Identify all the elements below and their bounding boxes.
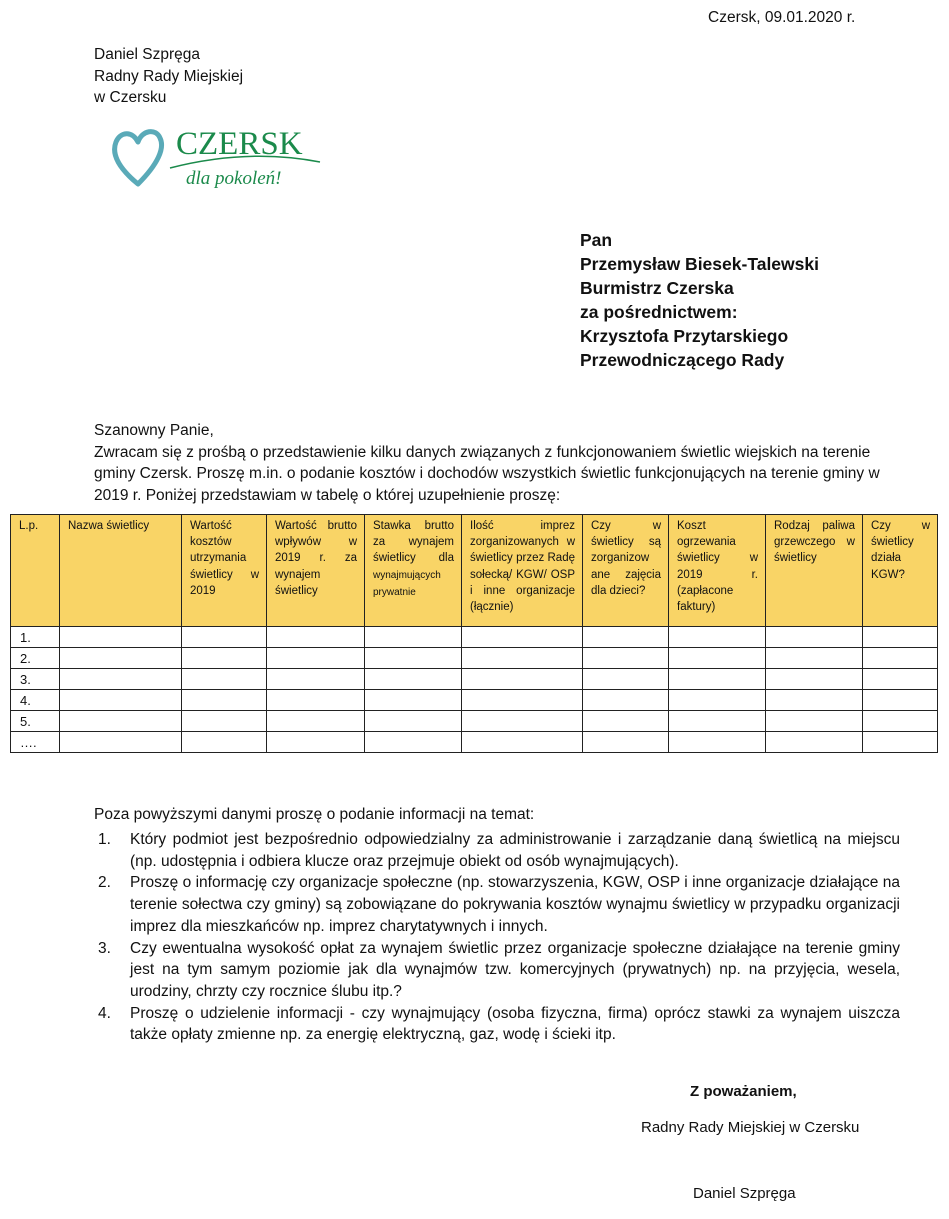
- table-cell[interactable]: [863, 669, 938, 690]
- table-cell[interactable]: [182, 690, 267, 711]
- table-cell[interactable]: [267, 732, 365, 753]
- table-cell[interactable]: [863, 627, 938, 648]
- list-number: 3.: [98, 939, 111, 957]
- greeting: Szanowny Panie,: [94, 422, 214, 439]
- sender-title: Radny Rady Miejskiej: [94, 67, 244, 85]
- table-cell[interactable]: [462, 669, 583, 690]
- table-cell[interactable]: [60, 711, 182, 732]
- table-cell[interactable]: [462, 732, 583, 753]
- table-cell[interactable]: [583, 648, 669, 669]
- intro-paragraph: Zwracam się z prośbą o przedstawienie kilku danych związanych z funkcjonowaniem świetlic wiejskich na terenie gminy Czersk. Proszę m.in. o podanie kosztów i dochodów wszystkich świetlic funkcjonujących na terenie gminy w 2019 r. Poniżej przedstawiam w tabelę o której uzupełnienie proszę:: [94, 443, 880, 504]
- table-cell[interactable]: [863, 690, 938, 711]
- row-number: 5.: [11, 711, 60, 732]
- column-header: Czy w świetlicy działa KGW?: [863, 515, 938, 627]
- table-cell[interactable]: [365, 627, 462, 648]
- table-header-row: [11, 515, 938, 627]
- table-cell[interactable]: [182, 648, 267, 669]
- column-header: Wartość brutto wpływów w 2019 r. za wynajem świetlicy: [267, 515, 365, 627]
- column-header: Rodzaj paliwa grzewczego w świetlicy: [766, 515, 863, 627]
- table-row: [11, 627, 938, 648]
- list-text: Czy ewentualna wysokość opłat za wynajem świetlic przez organizacje społeczne działające na terenie gminy jest na tym samym poziomie jak dla wynajmów tzw. komercyjnych (prywatnych) np. na przyjęcia, wesela, urodziny, chrzty czy rocznice ślubu itp.?: [130, 939, 900, 1000]
- table-cell[interactable]: [583, 711, 669, 732]
- column-header: L.p.: [11, 515, 60, 627]
- table-cell[interactable]: [60, 627, 182, 648]
- table-cell[interactable]: [766, 648, 863, 669]
- recipient-line: za pośrednictwem:: [580, 302, 738, 322]
- column-header: Czy w świetlicy są zorganizow ane zajęcia dla dzieci?: [583, 515, 669, 627]
- sender-place: w Czersku: [94, 89, 167, 106]
- column-header: Wartość kosztów utrzymania świetlicy w 2019: [182, 515, 267, 627]
- table-cell[interactable]: [766, 669, 863, 690]
- table-cell[interactable]: [669, 690, 766, 711]
- czersk-logo: [108, 118, 328, 198]
- table-cell[interactable]: [365, 711, 462, 732]
- table-cell[interactable]: [669, 648, 766, 669]
- intro-section: [94, 420, 900, 506]
- signature-name: Daniel Szpręga: [693, 1185, 796, 1202]
- table-cell[interactable]: [365, 732, 462, 753]
- table-row: [11, 669, 938, 690]
- column-header-text: Stawka brutto za wynajem świetlicy dla: [373, 520, 454, 565]
- questions-list: [94, 829, 900, 1046]
- letter-date: Czersk, 09.01.2020 r.: [708, 9, 856, 26]
- list-text: Proszę o informację czy organizacje społeczne (np. stowarzyszenia, KGW, OSP i inne organizacje działające na terenie sołectwa czy gminy) są zobowiązane do pokrywania kosztów wynajmu świetlicy w przypadku organizacji imprez dla mieszkańców np. imprez charytatywnych i innych.: [130, 874, 900, 935]
- column-header: [365, 515, 462, 627]
- column-header-small-text: wynajmujących prywatnie: [373, 569, 441, 598]
- list-item: [94, 829, 900, 872]
- table-cell[interactable]: [182, 732, 267, 753]
- list-number: 4.: [98, 1004, 111, 1022]
- table-cell[interactable]: [462, 648, 583, 669]
- closing-role: Radny Rady Miejskiej w Czersku: [641, 1119, 860, 1136]
- recipient-block: [580, 228, 819, 372]
- list-item: [94, 872, 900, 937]
- sender-name: Daniel Szpręga: [94, 46, 200, 63]
- table-cell[interactable]: [669, 711, 766, 732]
- table-cell[interactable]: [669, 627, 766, 648]
- row-number: ….: [11, 732, 60, 753]
- table-cell[interactable]: [863, 732, 938, 753]
- row-number: 2.: [11, 648, 60, 669]
- table-cell[interactable]: [60, 648, 182, 669]
- row-number: 3.: [11, 669, 60, 690]
- table-row: [11, 711, 938, 732]
- table-cell[interactable]: [863, 711, 938, 732]
- table-cell[interactable]: [182, 711, 267, 732]
- table-cell[interactable]: [267, 669, 365, 690]
- table-cell[interactable]: [766, 711, 863, 732]
- after-table-text: Poza powyższymi danymi proszę o podanie informacji na temat:: [94, 806, 535, 823]
- row-number: 4.: [11, 690, 60, 711]
- table-cell[interactable]: [462, 711, 583, 732]
- row-number: 1.: [11, 627, 60, 648]
- table-cell[interactable]: [583, 627, 669, 648]
- list-item: [94, 1003, 900, 1046]
- table-cell[interactable]: [583, 732, 669, 753]
- recipient-line: Przemysław Biesek-Talewski: [580, 254, 819, 274]
- table-cell[interactable]: [669, 669, 766, 690]
- table-cell[interactable]: [267, 711, 365, 732]
- column-header: Nazwa świetlicy: [60, 515, 182, 627]
- table-row: [11, 732, 938, 753]
- table-cell[interactable]: [462, 627, 583, 648]
- list-number: 2.: [98, 874, 111, 892]
- table-cell[interactable]: [365, 648, 462, 669]
- list-item: [94, 938, 900, 1003]
- table-cell[interactable]: [182, 669, 267, 690]
- table-cell[interactable]: [365, 690, 462, 711]
- table-cell[interactable]: [182, 627, 267, 648]
- table-cell[interactable]: [583, 669, 669, 690]
- table-cell[interactable]: [462, 690, 583, 711]
- table-cell[interactable]: [583, 690, 669, 711]
- table-cell[interactable]: [267, 627, 365, 648]
- sender-block: [94, 44, 243, 109]
- table-cell[interactable]: [766, 690, 863, 711]
- table-cell[interactable]: [669, 732, 766, 753]
- table-row: [11, 648, 938, 669]
- data-request-table: [10, 514, 938, 753]
- table-cell[interactable]: [60, 732, 182, 753]
- recipient-line: Krzysztofa Przytarskiego: [580, 326, 789, 346]
- table-cell[interactable]: [267, 648, 365, 669]
- list-text: Proszę o udzielenie informacji - czy wynajmujący (osoba fizyczna, firma) oprócz stawki za wynajem uiszcza także opłaty zmienne np. za energię elektryczną, gaz, wodę i ścieki itp.: [130, 1004, 900, 1044]
- table-row: [11, 690, 938, 711]
- table-cell[interactable]: [267, 690, 365, 711]
- table-cell[interactable]: [766, 627, 863, 648]
- column-header: Koszt ogrzewania świetlicy w 2019 r. (zapłacone faktury): [669, 515, 766, 627]
- recipient-line: Burmistrz Czerska: [580, 278, 734, 298]
- heart-logo-icon: [108, 118, 328, 198]
- table-cell[interactable]: [60, 669, 182, 690]
- recipient-line: Pan: [580, 230, 613, 250]
- table-cell[interactable]: [60, 690, 182, 711]
- closing-salutation: Z poważaniem,: [690, 1083, 797, 1100]
- recipient-line: Przewodniczącego Rady: [580, 350, 785, 370]
- list-number: 1.: [98, 831, 111, 848]
- column-header: Ilość imprez zorganizowanych w świetlicy przez Radę sołecką/ KGW/ OSP i inne organizacje (łącznie): [462, 515, 583, 627]
- list-text: Który podmiot jest bezpośrednio odpowiedzialny za administrowanie i zarządzanie daną świetlicą na miejscu (np. udostępnia i odbiera klucze oraz przejmuje obiekt od osób wynajmujących).: [130, 831, 900, 870]
- logo-tagline: dla pokoleń!: [186, 168, 282, 189]
- table-cell[interactable]: [365, 669, 462, 690]
- table-cell[interactable]: [863, 648, 938, 669]
- table-cell[interactable]: [766, 732, 863, 753]
- logo-text: CZERSK: [176, 126, 303, 162]
